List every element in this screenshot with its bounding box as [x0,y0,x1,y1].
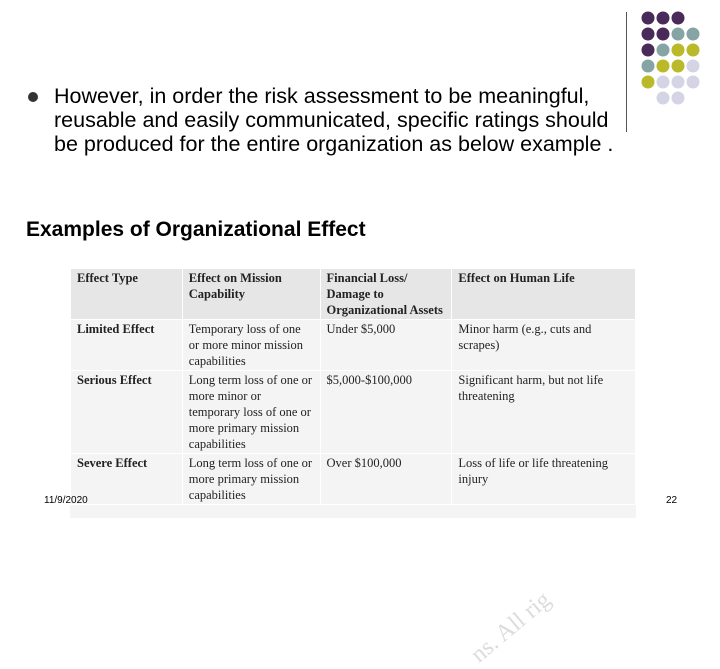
table-row [71,371,636,454]
decor-dot [657,44,670,57]
page-number: 22 [666,495,678,506]
decor-dot [657,76,670,89]
header-human-life: Effect on Human Life [452,269,636,320]
bullet-item [28,84,628,156]
decor-dot [657,12,670,25]
decor-dot [672,12,685,25]
header-mission-capability: Effect on Mission Capability [182,269,320,320]
effect-table [70,268,636,505]
decor-dot [642,28,655,41]
decor-dot [642,60,655,73]
bullet-text: However, in order the risk assessment to be meaningful, reusable and easily communicated, specific ratings should be produced for the entire organization as below example . [54,84,614,156]
decor-dot [687,44,700,57]
decor-dot [687,60,700,73]
table-cell: Significant harm, but not life threatening [452,371,636,454]
table-cell: Limited Effect [71,320,183,371]
table-cell: $5,000-$100,000 [320,371,452,454]
table-row [71,454,636,505]
table-cell: Loss of life or life threatening injury [452,454,636,505]
table-cell: Severe Effect [71,454,183,505]
decor-dot [687,28,700,41]
decor-dot [672,76,685,89]
header-effect-type: Effect Type [71,269,183,320]
decor-dot [672,60,685,73]
table-cell: Long term loss of one or more minor or temporary loss of one or more primary mission capabilities [182,371,320,454]
table-cell: Over $100,000 [320,454,452,505]
table-cell: Minor harm (e.g., cuts and scrapes) [452,320,636,371]
decor-dot [672,92,685,105]
section-title: Examples of Organizational Effect [26,218,366,241]
decor-dot [657,28,670,41]
header-financial-loss: Financial Loss/ Damage to Organizational Assets [320,269,452,320]
table-cell: Serious Effect [71,371,183,454]
table-cell: Under $5,000 [320,320,452,371]
watermark: ns. All rig [466,586,556,668]
table-cell: Temporary loss of one or more minor mission capabilities [182,320,320,371]
decor-dot [642,76,655,89]
decor-dot [657,60,670,73]
decor-dot [642,12,655,25]
footer-date: 11/9/2020 [44,495,88,506]
bullet-dot [28,92,38,102]
decor-dot [642,44,655,57]
decor-dot [657,92,670,105]
decor-dot [687,76,700,89]
effect-table-image [70,268,636,668]
decorative-dots [640,10,720,120]
decor-dot [672,44,685,57]
table-cell: Long term loss of one or more primary mission capabilities [182,454,320,505]
decor-dot [672,28,685,41]
table-header-row [71,269,636,320]
table-row [71,320,636,371]
